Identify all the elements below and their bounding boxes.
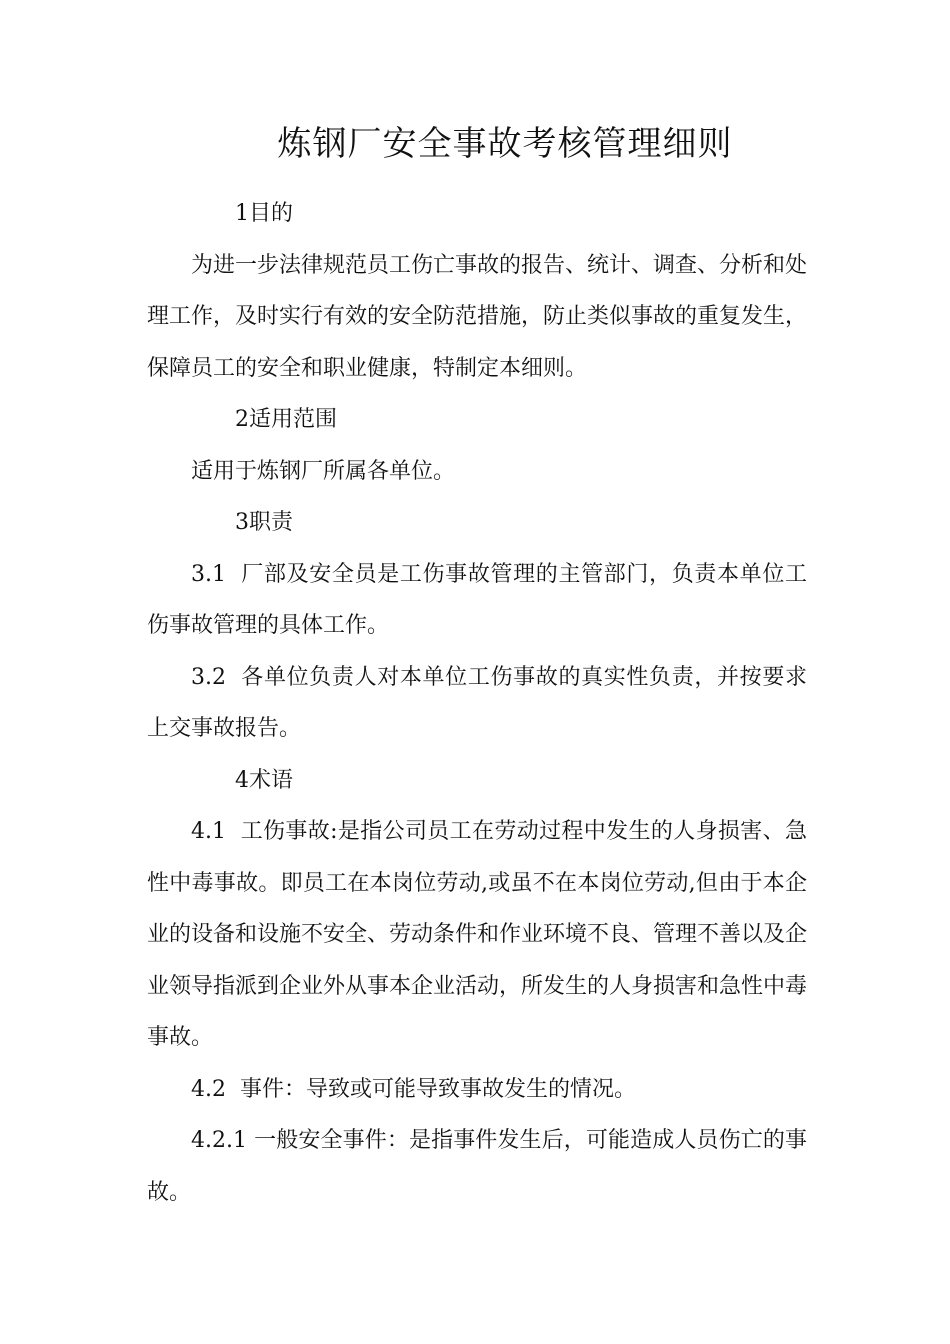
document-title: 炼钢厂安全事故考核管理细则 xyxy=(277,124,733,164)
clause xyxy=(147,806,807,1064)
clause-number: 4.2 xyxy=(191,1076,226,1102)
clause xyxy=(147,549,807,652)
section-number: 3 xyxy=(235,510,249,535)
clause xyxy=(147,1115,807,1218)
clause-text: 厂部及安全员是工伤事故管理的主管部门，负责本单位工伤事故管理的具体工作。 xyxy=(147,561,807,638)
section-title: 术语 xyxy=(249,767,294,793)
clause-text: 事件：导致或可能导致事故发生的情况。 xyxy=(240,1076,637,1102)
section-number: 1 xyxy=(235,201,249,226)
document-body xyxy=(147,188,807,1218)
paragraph: 适用于炼钢厂所属各单位。 xyxy=(191,458,456,484)
clause-text: 一般安全事件：是指事件发生后，可能造成人员伤亡的事故。 xyxy=(147,1128,807,1205)
clause xyxy=(147,652,807,755)
section-heading xyxy=(147,497,807,549)
section-number: 2 xyxy=(235,407,249,432)
clause-text: 各单位负责人对本单位工伤事故的真实性负责，并按要求上交事故报告。 xyxy=(147,664,807,741)
clause xyxy=(147,1064,807,1116)
section-title: 适用范围 xyxy=(249,407,338,432)
clause-number: 4.2.1 xyxy=(191,1128,247,1153)
clause-number: 3.1 xyxy=(191,561,226,587)
section-heading xyxy=(147,755,807,807)
paragraph: 为进一步法律规范员工伤亡事故的报告、统计、调查、分析和处理工作，及时实行有效的安全防范措施，防止类似事故的重复发生，保障员工的安全和职业健康，特制定本细则。 xyxy=(147,252,808,381)
section-heading xyxy=(147,394,807,446)
clause-number: 3.2 xyxy=(191,664,226,690)
section-title: 职责 xyxy=(249,510,294,535)
clause-number: 4.1 xyxy=(191,819,226,844)
clause-text: 工伤事故:是指公司员工在劳动过程中发生的人身损害、急性中毒事故。即员工在本岗位劳动,或虽不在本岗位劳动,但由于本企业的设备和设施不安全、劳动条件和作业环境不良、管理不善以及企业领导指派到企业外从事本企业活动，所发生的人身损害和急性中毒事故。 xyxy=(147,819,808,1050)
section-heading xyxy=(147,188,807,240)
section-number: 4 xyxy=(235,767,249,793)
section-title: 目的 xyxy=(249,201,294,226)
